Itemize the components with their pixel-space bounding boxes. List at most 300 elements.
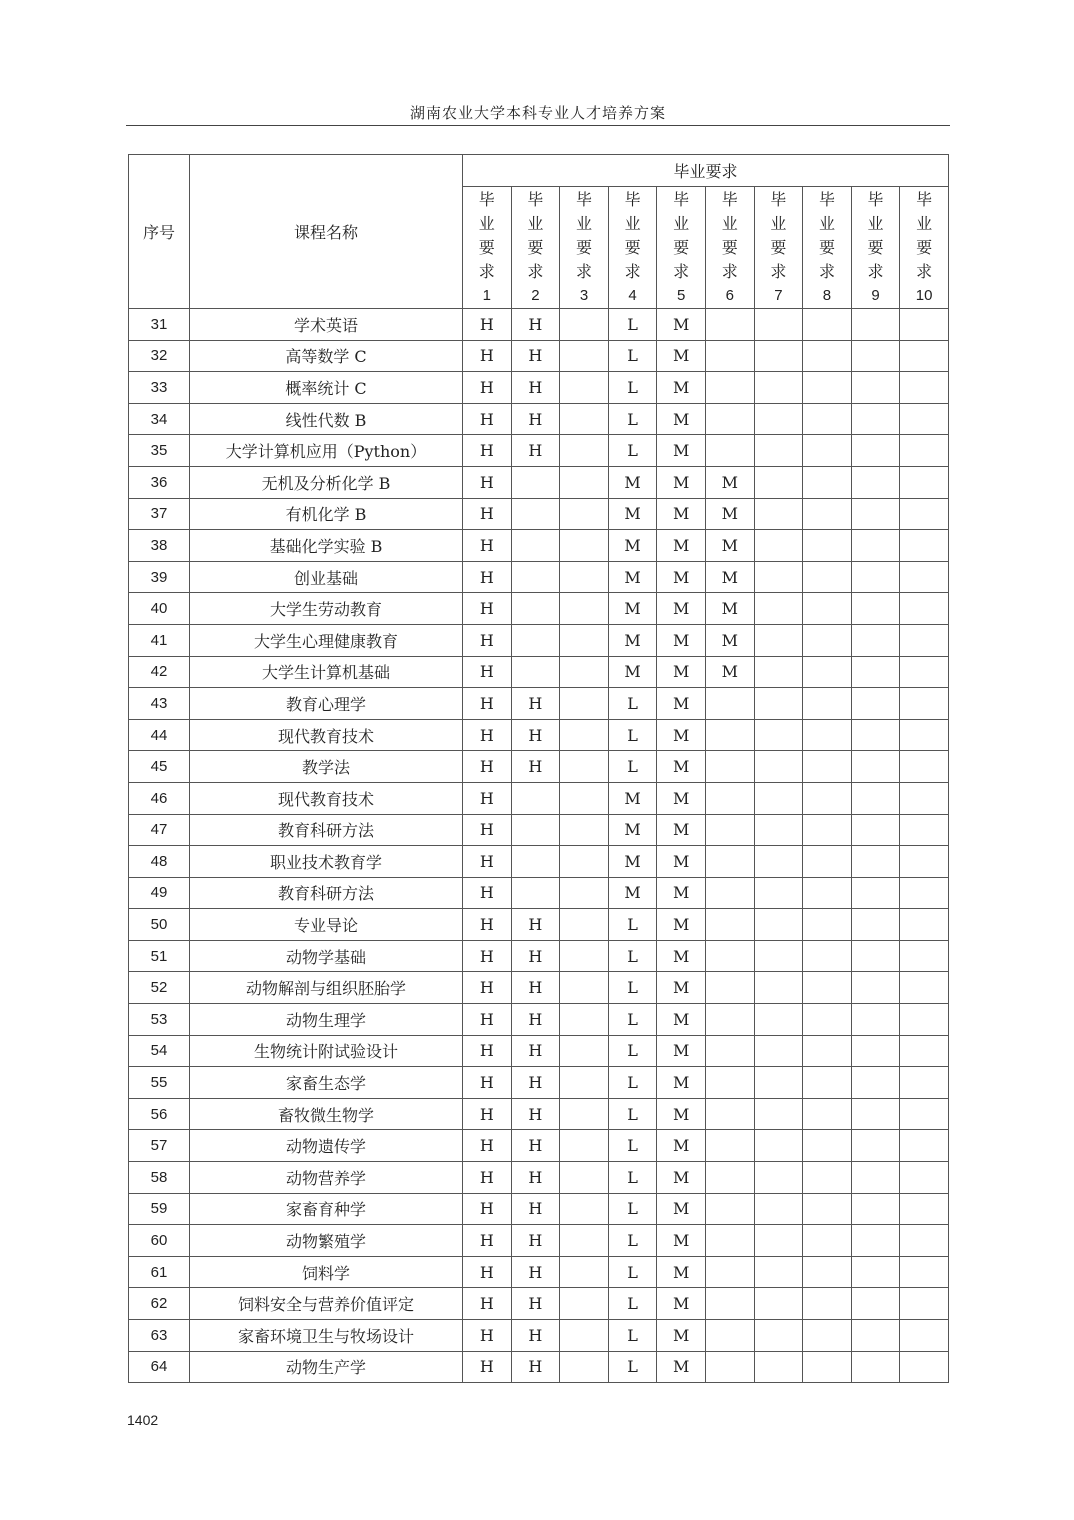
requirement-cell: M bbox=[657, 624, 706, 656]
requirement-cell bbox=[754, 814, 803, 846]
column-header-requirement-10 bbox=[900, 187, 949, 309]
requirement-cell bbox=[754, 909, 803, 941]
requirement-cell: H bbox=[463, 688, 512, 720]
requirement-cell bbox=[754, 530, 803, 562]
requirement-cell bbox=[705, 1351, 754, 1383]
requirement-cell bbox=[900, 656, 949, 688]
requirement-cell: M bbox=[608, 593, 657, 625]
requirement-cell bbox=[560, 403, 609, 435]
requirement-cell: L bbox=[608, 1320, 657, 1352]
requirement-number: 3 bbox=[579, 286, 589, 304]
course-name: 家畜环境卫生与牧场设计 bbox=[190, 1320, 463, 1352]
row-index: 64 bbox=[129, 1351, 190, 1383]
requirement-cell bbox=[803, 751, 852, 783]
requirement-cell bbox=[511, 593, 560, 625]
column-header-requirement-4 bbox=[608, 187, 657, 309]
requirement-cell bbox=[803, 498, 852, 530]
row-index: 51 bbox=[129, 940, 190, 972]
row-index: 38 bbox=[129, 530, 190, 562]
requirement-cell: H bbox=[511, 1288, 560, 1320]
requirement-cell: H bbox=[463, 530, 512, 562]
row-index: 43 bbox=[129, 688, 190, 720]
requirement-cell bbox=[705, 1320, 754, 1352]
requirement-cell: M bbox=[608, 656, 657, 688]
table-row bbox=[129, 940, 949, 972]
requirement-cell bbox=[560, 909, 609, 941]
header-rule bbox=[126, 125, 950, 126]
requirement-cell: H bbox=[463, 561, 512, 593]
requirement-cell bbox=[851, 624, 900, 656]
requirement-cell: H bbox=[511, 1098, 560, 1130]
requirement-cell bbox=[900, 846, 949, 878]
requirement-cell: L bbox=[608, 1035, 657, 1067]
requirement-cell bbox=[900, 782, 949, 814]
requirement-cell: H bbox=[463, 1130, 512, 1162]
requirement-cell bbox=[560, 624, 609, 656]
requirement-cell bbox=[900, 1067, 949, 1099]
requirement-cell bbox=[754, 372, 803, 404]
requirement-cell: M bbox=[657, 1130, 706, 1162]
requirement-cell bbox=[851, 530, 900, 562]
requirement-cell bbox=[754, 1256, 803, 1288]
requirement-cell: H bbox=[463, 719, 512, 751]
requirement-cell: L bbox=[608, 751, 657, 783]
requirement-cell: H bbox=[511, 1351, 560, 1383]
requirement-cell: L bbox=[608, 909, 657, 941]
requirement-cell bbox=[803, 309, 852, 341]
requirement-cell bbox=[560, 1098, 609, 1130]
requirement-cell: H bbox=[463, 656, 512, 688]
row-index: 41 bbox=[129, 624, 190, 656]
requirement-cell: M bbox=[657, 814, 706, 846]
requirement-cell bbox=[705, 972, 754, 1004]
requirement-cell: M bbox=[657, 1098, 706, 1130]
table-row bbox=[129, 1256, 949, 1288]
table-row bbox=[129, 1320, 949, 1352]
requirement-cell: H bbox=[463, 877, 512, 909]
requirement-cell bbox=[851, 466, 900, 498]
requirement-cell: H bbox=[463, 846, 512, 878]
requirement-cell bbox=[754, 466, 803, 498]
table-row bbox=[129, 719, 949, 751]
requirement-cell bbox=[705, 846, 754, 878]
requirement-cell: M bbox=[657, 1225, 706, 1257]
requirement-cell: M bbox=[657, 1351, 706, 1383]
requirement-number: 6 bbox=[725, 286, 734, 304]
table-row bbox=[129, 1288, 949, 1320]
requirement-cell bbox=[900, 1256, 949, 1288]
course-name: 饲料学 bbox=[190, 1256, 463, 1288]
requirement-cell bbox=[900, 593, 949, 625]
requirement-cell bbox=[900, 403, 949, 435]
requirement-cell bbox=[560, 593, 609, 625]
requirement-cell bbox=[705, 435, 754, 467]
requirement-cell bbox=[851, 1067, 900, 1099]
requirement-cell bbox=[511, 530, 560, 562]
requirement-cell: H bbox=[463, 1320, 512, 1352]
course-name: 生物统计附试验设计 bbox=[190, 1035, 463, 1067]
requirement-cell: L bbox=[608, 1098, 657, 1130]
requirement-cell bbox=[511, 498, 560, 530]
row-index: 34 bbox=[129, 403, 190, 435]
requirement-cell bbox=[851, 1004, 900, 1036]
requirement-cell: H bbox=[463, 1193, 512, 1225]
requirement-cell bbox=[560, 498, 609, 530]
requirement-cell bbox=[754, 1035, 803, 1067]
requirement-cell: H bbox=[511, 403, 560, 435]
course-name: 无机及分析化学 B bbox=[190, 466, 463, 498]
requirement-cell bbox=[705, 782, 754, 814]
requirement-number: 4 bbox=[628, 286, 637, 304]
row-index: 35 bbox=[129, 435, 190, 467]
table-row bbox=[129, 309, 949, 341]
requirement-cell bbox=[851, 1320, 900, 1352]
requirement-cell bbox=[705, 1162, 754, 1194]
requirement-cell bbox=[754, 593, 803, 625]
requirement-cell bbox=[754, 624, 803, 656]
course-name: 概率统计 C bbox=[190, 372, 463, 404]
requirement-cell bbox=[560, 1320, 609, 1352]
requirement-cell: L bbox=[608, 372, 657, 404]
requirement-cell: L bbox=[608, 340, 657, 372]
requirement-cell bbox=[851, 751, 900, 783]
requirement-cell bbox=[803, 340, 852, 372]
table-row bbox=[129, 1225, 949, 1257]
requirement-cell: M bbox=[705, 624, 754, 656]
row-index: 59 bbox=[129, 1193, 190, 1225]
table-row bbox=[129, 403, 949, 435]
row-index: 40 bbox=[129, 593, 190, 625]
requirement-cell bbox=[560, 1004, 609, 1036]
requirement-cell: L bbox=[608, 1004, 657, 1036]
requirement-cell bbox=[803, 1225, 852, 1257]
requirement-label: 毕业要求 bbox=[478, 189, 495, 281]
requirement-label: 毕业要求 bbox=[770, 189, 787, 281]
requirement-cell bbox=[754, 340, 803, 372]
requirement-cell bbox=[851, 403, 900, 435]
requirement-cell bbox=[803, 1193, 852, 1225]
column-header-requirement-8 bbox=[803, 187, 852, 309]
requirement-cell: M bbox=[608, 814, 657, 846]
requirement-cell bbox=[851, 972, 900, 1004]
requirement-cell bbox=[560, 1162, 609, 1194]
requirement-cell: H bbox=[511, 688, 560, 720]
table-row bbox=[129, 624, 949, 656]
requirement-cell bbox=[803, 466, 852, 498]
requirement-cell: M bbox=[657, 340, 706, 372]
course-name: 学术英语 bbox=[190, 309, 463, 341]
requirement-cell bbox=[705, 909, 754, 941]
requirement-cell: H bbox=[463, 1098, 512, 1130]
table-row bbox=[129, 782, 949, 814]
requirement-cell bbox=[900, 1193, 949, 1225]
requirement-cell bbox=[560, 1288, 609, 1320]
requirement-cell bbox=[754, 1288, 803, 1320]
row-index: 48 bbox=[129, 846, 190, 878]
requirement-number: 5 bbox=[677, 286, 686, 304]
requirement-cell: H bbox=[463, 751, 512, 783]
course-name: 教育科研方法 bbox=[190, 814, 463, 846]
table-row bbox=[129, 340, 949, 372]
requirement-cell bbox=[754, 782, 803, 814]
requirement-cell bbox=[560, 340, 609, 372]
requirement-cell bbox=[754, 688, 803, 720]
requirement-cell bbox=[560, 1225, 609, 1257]
requirement-cell bbox=[754, 1067, 803, 1099]
table-row bbox=[129, 1098, 949, 1130]
table-row bbox=[129, 1004, 949, 1036]
requirement-cell bbox=[803, 1288, 852, 1320]
course-name: 教育心理学 bbox=[190, 688, 463, 720]
requirement-number: 2 bbox=[531, 286, 540, 304]
requirement-cell: H bbox=[511, 940, 560, 972]
requirement-cell: H bbox=[463, 466, 512, 498]
requirement-cell: L bbox=[608, 940, 657, 972]
column-header-course-name: 课程名称 bbox=[190, 155, 463, 309]
requirement-cell: H bbox=[463, 909, 512, 941]
column-header-graduation-requirements: 毕业要求 bbox=[463, 155, 949, 187]
requirement-cell: H bbox=[463, 972, 512, 1004]
requirement-cell: H bbox=[463, 593, 512, 625]
requirement-cell bbox=[851, 309, 900, 341]
requirement-cell bbox=[754, 656, 803, 688]
requirement-cell bbox=[511, 624, 560, 656]
course-name: 家畜生态学 bbox=[190, 1067, 463, 1099]
requirement-number: 9 bbox=[871, 286, 880, 304]
requirement-cell bbox=[754, 1320, 803, 1352]
requirement-cell bbox=[560, 561, 609, 593]
requirement-cell bbox=[560, 530, 609, 562]
requirement-cell bbox=[851, 1225, 900, 1257]
column-header-requirement-6 bbox=[705, 187, 754, 309]
requirement-cell bbox=[900, 372, 949, 404]
requirement-cell bbox=[754, 877, 803, 909]
row-index: 60 bbox=[129, 1225, 190, 1257]
requirement-cell: M bbox=[657, 1288, 706, 1320]
requirement-cell bbox=[705, 814, 754, 846]
requirement-cell bbox=[900, 814, 949, 846]
requirement-cell bbox=[900, 435, 949, 467]
requirement-cell: H bbox=[463, 1004, 512, 1036]
requirement-cell bbox=[754, 719, 803, 751]
requirement-cell: L bbox=[608, 1225, 657, 1257]
requirement-cell: H bbox=[463, 1067, 512, 1099]
course-name: 创业基础 bbox=[190, 561, 463, 593]
requirement-cell: M bbox=[608, 530, 657, 562]
requirement-cell bbox=[803, 719, 852, 751]
requirement-cell: H bbox=[511, 1067, 560, 1099]
course-name: 有机化学 B bbox=[190, 498, 463, 530]
course-name: 动物遗传学 bbox=[190, 1130, 463, 1162]
requirement-cell bbox=[560, 466, 609, 498]
table-row bbox=[129, 1193, 949, 1225]
row-index: 46 bbox=[129, 782, 190, 814]
requirement-cell: M bbox=[657, 846, 706, 878]
requirement-cell: H bbox=[463, 498, 512, 530]
requirement-cell: L bbox=[608, 1162, 657, 1194]
row-index: 42 bbox=[129, 656, 190, 688]
course-name: 家畜育种学 bbox=[190, 1193, 463, 1225]
requirement-cell bbox=[851, 782, 900, 814]
requirement-cell bbox=[560, 1351, 609, 1383]
requirement-cell bbox=[754, 1098, 803, 1130]
row-index: 54 bbox=[129, 1035, 190, 1067]
requirement-cell: L bbox=[608, 719, 657, 751]
requirement-cell: H bbox=[463, 814, 512, 846]
course-name: 畜牧微生物学 bbox=[190, 1098, 463, 1130]
row-index: 44 bbox=[129, 719, 190, 751]
table-row bbox=[129, 972, 949, 1004]
requirement-cell: H bbox=[463, 1351, 512, 1383]
requirement-cell bbox=[803, 1067, 852, 1099]
table-row bbox=[129, 593, 949, 625]
course-name: 教学法 bbox=[190, 751, 463, 783]
course-name: 基础化学实验 B bbox=[190, 530, 463, 562]
requirement-cell bbox=[803, 435, 852, 467]
row-index: 39 bbox=[129, 561, 190, 593]
requirement-cell: M bbox=[705, 530, 754, 562]
requirement-cell: H bbox=[511, 1162, 560, 1194]
requirement-cell bbox=[900, 1288, 949, 1320]
row-index: 57 bbox=[129, 1130, 190, 1162]
requirement-cell bbox=[851, 814, 900, 846]
requirement-label: 毕业要求 bbox=[916, 189, 933, 281]
requirement-cell bbox=[560, 814, 609, 846]
row-index: 61 bbox=[129, 1256, 190, 1288]
requirement-cell: M bbox=[657, 403, 706, 435]
requirement-cell bbox=[900, 719, 949, 751]
column-header-requirement-2 bbox=[511, 187, 560, 309]
requirement-cell bbox=[511, 814, 560, 846]
requirement-cell bbox=[705, 1130, 754, 1162]
requirement-cell bbox=[900, 1162, 949, 1194]
requirement-cell bbox=[560, 435, 609, 467]
requirement-cell: M bbox=[657, 1004, 706, 1036]
requirement-cell: M bbox=[657, 782, 706, 814]
requirement-cell bbox=[900, 530, 949, 562]
requirement-label: 毕业要求 bbox=[721, 189, 738, 281]
requirement-cell bbox=[851, 593, 900, 625]
requirement-cell bbox=[803, 1098, 852, 1130]
requirement-cell bbox=[705, 1035, 754, 1067]
requirement-cell bbox=[560, 719, 609, 751]
requirement-cell bbox=[803, 1256, 852, 1288]
course-name: 职业技术教育学 bbox=[190, 846, 463, 878]
requirement-cell: M bbox=[657, 656, 706, 688]
requirement-cell: M bbox=[657, 751, 706, 783]
requirement-cell bbox=[705, 403, 754, 435]
requirement-cell: M bbox=[608, 782, 657, 814]
requirement-cell: M bbox=[657, 1320, 706, 1352]
requirement-cell bbox=[900, 340, 949, 372]
requirement-cell: L bbox=[608, 1351, 657, 1383]
requirement-cell bbox=[705, 372, 754, 404]
requirement-cell bbox=[803, 814, 852, 846]
requirement-cell bbox=[803, 1351, 852, 1383]
row-index: 31 bbox=[129, 309, 190, 341]
course-name: 高等数学 C bbox=[190, 340, 463, 372]
requirement-cell bbox=[754, 1351, 803, 1383]
requirement-cell bbox=[754, 940, 803, 972]
course-name: 大学计算机应用（Python） bbox=[190, 435, 463, 467]
column-header-requirement-5 bbox=[657, 187, 706, 309]
course-name: 专业导论 bbox=[190, 909, 463, 941]
requirement-cell bbox=[705, 1098, 754, 1130]
requirement-cell bbox=[511, 782, 560, 814]
requirement-cell bbox=[803, 782, 852, 814]
course-name: 动物营养学 bbox=[190, 1162, 463, 1194]
requirement-cell: M bbox=[657, 688, 706, 720]
requirement-cell: M bbox=[657, 940, 706, 972]
requirement-cell bbox=[851, 1351, 900, 1383]
requirement-cell bbox=[803, 688, 852, 720]
row-index: 55 bbox=[129, 1067, 190, 1099]
table-row bbox=[129, 466, 949, 498]
requirement-cell: H bbox=[511, 1130, 560, 1162]
requirement-cell bbox=[754, 498, 803, 530]
requirement-cell bbox=[705, 309, 754, 341]
requirement-cell: M bbox=[705, 498, 754, 530]
requirement-cell: M bbox=[705, 593, 754, 625]
requirement-label: 毕业要求 bbox=[624, 189, 641, 281]
requirement-cell bbox=[803, 1162, 852, 1194]
requirement-cell bbox=[705, 1256, 754, 1288]
requirement-number: 10 bbox=[915, 286, 933, 304]
requirement-cell bbox=[705, 688, 754, 720]
requirement-label: 毕业要求 bbox=[867, 189, 884, 281]
requirement-cell: M bbox=[608, 846, 657, 878]
requirement-cell bbox=[705, 940, 754, 972]
requirement-cell: H bbox=[511, 972, 560, 1004]
requirement-cell bbox=[851, 1162, 900, 1194]
requirement-cell bbox=[803, 972, 852, 1004]
requirement-cell: H bbox=[463, 782, 512, 814]
requirement-cell bbox=[803, 909, 852, 941]
requirement-cell bbox=[803, 593, 852, 625]
requirement-cell: L bbox=[608, 1067, 657, 1099]
table-row bbox=[129, 656, 949, 688]
requirement-cell bbox=[705, 1193, 754, 1225]
requirement-cell: H bbox=[463, 309, 512, 341]
requirement-cell: M bbox=[608, 624, 657, 656]
requirement-cell: L bbox=[608, 972, 657, 1004]
requirement-cell bbox=[803, 940, 852, 972]
row-index: 58 bbox=[129, 1162, 190, 1194]
requirement-cell bbox=[900, 498, 949, 530]
requirement-number: 1 bbox=[482, 286, 491, 304]
requirement-cell: H bbox=[463, 1035, 512, 1067]
requirement-cell: H bbox=[511, 1004, 560, 1036]
requirement-cell: L bbox=[608, 1288, 657, 1320]
requirement-cell bbox=[754, 309, 803, 341]
requirement-cell bbox=[851, 940, 900, 972]
requirement-cell bbox=[851, 1193, 900, 1225]
requirement-cell bbox=[851, 846, 900, 878]
requirement-cell bbox=[754, 1162, 803, 1194]
requirement-cell: M bbox=[657, 877, 706, 909]
requirement-cell bbox=[705, 1067, 754, 1099]
requirement-cell: M bbox=[608, 877, 657, 909]
requirement-cell bbox=[560, 372, 609, 404]
course-name: 大学生计算机基础 bbox=[190, 656, 463, 688]
requirement-cell bbox=[803, 403, 852, 435]
requirement-cell bbox=[851, 877, 900, 909]
requirement-cell: H bbox=[511, 340, 560, 372]
running-header: 湖南农业大学本科专业人才培养方案 bbox=[409, 104, 666, 122]
requirement-cell bbox=[900, 1351, 949, 1383]
requirement-cell: M bbox=[705, 561, 754, 593]
requirement-cell: M bbox=[657, 1162, 706, 1194]
